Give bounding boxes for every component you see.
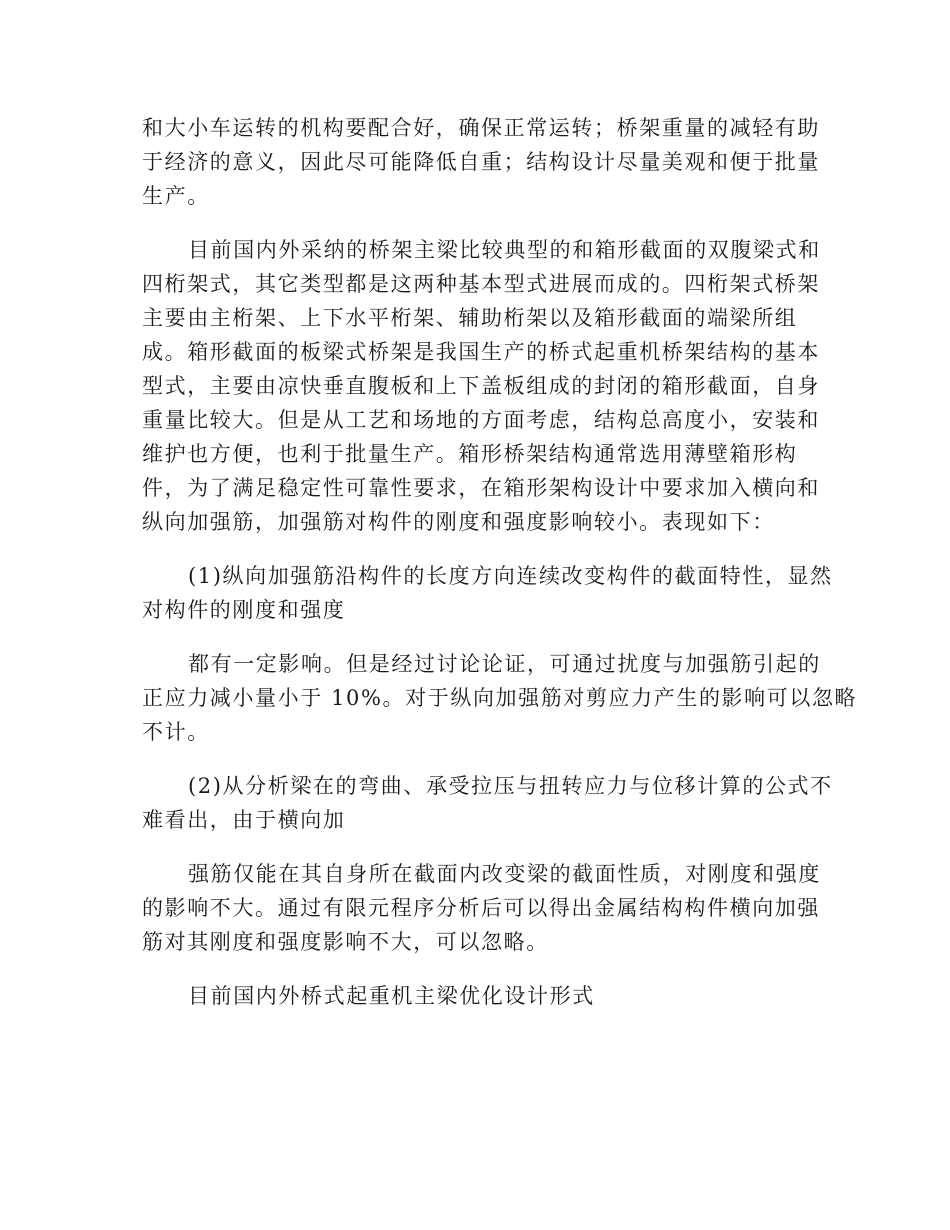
text-line: 维护也方便，也利于批量生产。箱形桥架结构通常选用薄壁箱形构 xyxy=(142,442,798,466)
text-line: 筋对其刚度和强度影响不大，可以忽略。 xyxy=(142,930,549,954)
text-line: 型式，主要由凉快垂直腹板和上下盖板组成的封闭的箱形截面，自身 xyxy=(142,374,820,398)
text-line: 对构件的刚度和强度 xyxy=(142,598,346,622)
text-line: 成。箱形截面的板梁式桥架是我国生产的桥式起重机桥架结构的基本 xyxy=(142,340,820,364)
text-line: (2)从分析梁在的弯曲、承受拉压与扭转应力与位移计算的公式不 xyxy=(188,774,833,798)
text-line: 和大小车运转的机构要配合好，确保正常运转；桥架重量的减轻有助 xyxy=(142,116,820,140)
text-line: 目前国内外桥式起重机主梁优化设计形式 xyxy=(188,984,595,1008)
text-line: 于经济的意义，因此尽可能降低自重；结构设计尽量美观和便于批量 xyxy=(142,150,820,174)
text-line: 不计。 xyxy=(142,720,210,744)
text-line: 主要由主桁架、上下水平桁架、辅助桁架以及箱形截面的端梁所组 xyxy=(142,306,798,330)
text-line: 重量比较大。但是从工艺和场地的方面考虑，结构总高度小，安装和 xyxy=(142,408,820,432)
text-line: 强筋仅能在其自身所在截面内改变梁的截面性质，对刚度和强度 xyxy=(188,862,821,886)
text-line: 纵向加强筋，加强筋对构件的刚度和强度影响较小。表现如下： xyxy=(142,510,775,534)
text-line: 件，为了满足稳定性可靠性要求，在箱形架构设计中要求加入横向和 xyxy=(142,476,820,500)
text-line: 生产。 xyxy=(142,184,210,208)
text-line: 难看出，由于横向加 xyxy=(142,808,346,832)
text-line: 的影响不大。通过有限元程序分析后可以得出金属结构构件横向加强 xyxy=(142,896,820,920)
text-line: 都有一定影响。但是经过讨论论证，可通过扰度与加强筋引起的 xyxy=(188,652,821,676)
text-line: 四桁架式，其它类型都是这两种基本型式进展而成的。四桁架式桥架 xyxy=(142,272,820,296)
text-line: (1)纵向加强筋沿构件的长度方向连续改变构件的截面特性，显然 xyxy=(188,564,833,588)
text-line: 目前国内外采纳的桥架主梁比较典型的和箱形截面的双腹梁式和 xyxy=(188,238,821,262)
text-line: 正应力减小量小于 10%。对于纵向加强筋对剪应力产生的影响可以忽略 xyxy=(142,686,858,710)
